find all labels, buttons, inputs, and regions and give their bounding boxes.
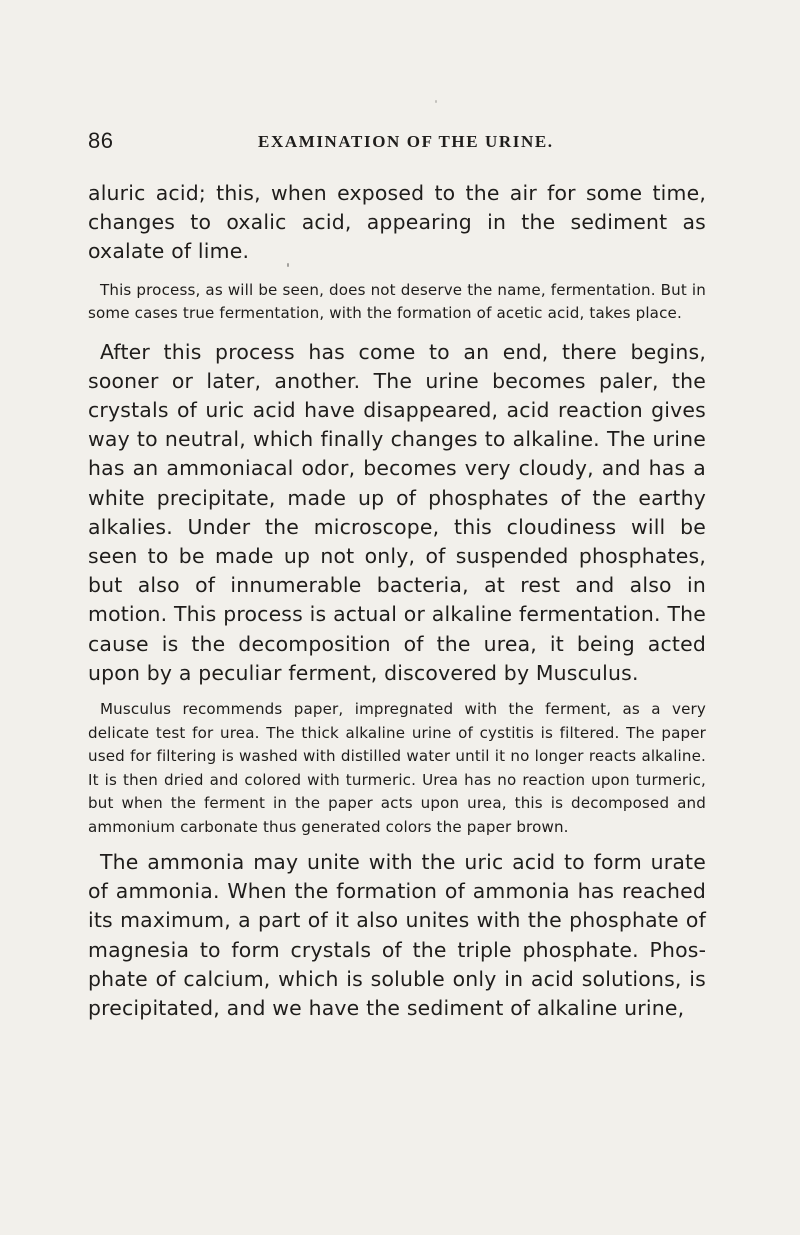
page-number: 86 [88,128,114,153]
paragraph-aluric-acid: aluric acid; this, when exposed to the air for some time, changes to oxalic acid, appearing in the sediment as oxalate of lime. [88,181,706,264]
note-musculus-test: Musculus recommends paper, impregnated with the ferment, as a very delicate test for urea. The thick alkaline urine of cystitis is filtered. The paper used for filtering is washed with distilled water until it no longer reacts alkaline. It is then dried and colored with turmeric. Urea has no reaction upon turmeric, but when the ferment in the paper acts upon urea, this is decomposed and ammonium carbonate thus generated colors the paper brown. [88,700,706,836]
paragraph-ammonia-urate: The ammonia may unite with the uric acid to form urate of ammonia. When the formation of ammonia has reached its maximum, a part of it also unites with the phosphate of magnesia to form crystals of the triple phosphate. Phosphate of calcium, which is soluble only in acid solutions, is precipitated, and we have the sediment of alkaline urine, [88,850,706,1021]
paper-speck [435,100,437,103]
running-title: EXAMINATION OF THE URINE. [258,132,554,151]
paragraph-alkaline-fermentation: After this process has come to an end, there begins, sooner or later, another. The urine becomes paler, the crystals of uric acid have disappeared, acid reaction gives way to neutral, which finally changes to alkaline. The urine has an ammoniacal odor, becomes very cloudy, and has a white precipitate, made up of phosphates of the earthy alkalies. Under the microscope, this cloudiness will be seen to be made up not only, of suspended phosphates, but also of innumerable bacteria, at rest and also in motion. This process is actual or alkaline fermentation. The cause is the decomposition of the urea, it being acted upon by a peculiar ferment, discovered by Musculus. [88,339,706,685]
page-content [88,179,706,1023]
running-head [88,128,800,156]
note-process-fermentation: This process, as will be seen, does not deserve the name, fermentation. But in some cases true fermentation, with the formation of acetic acid, takes place. [88,280,706,323]
